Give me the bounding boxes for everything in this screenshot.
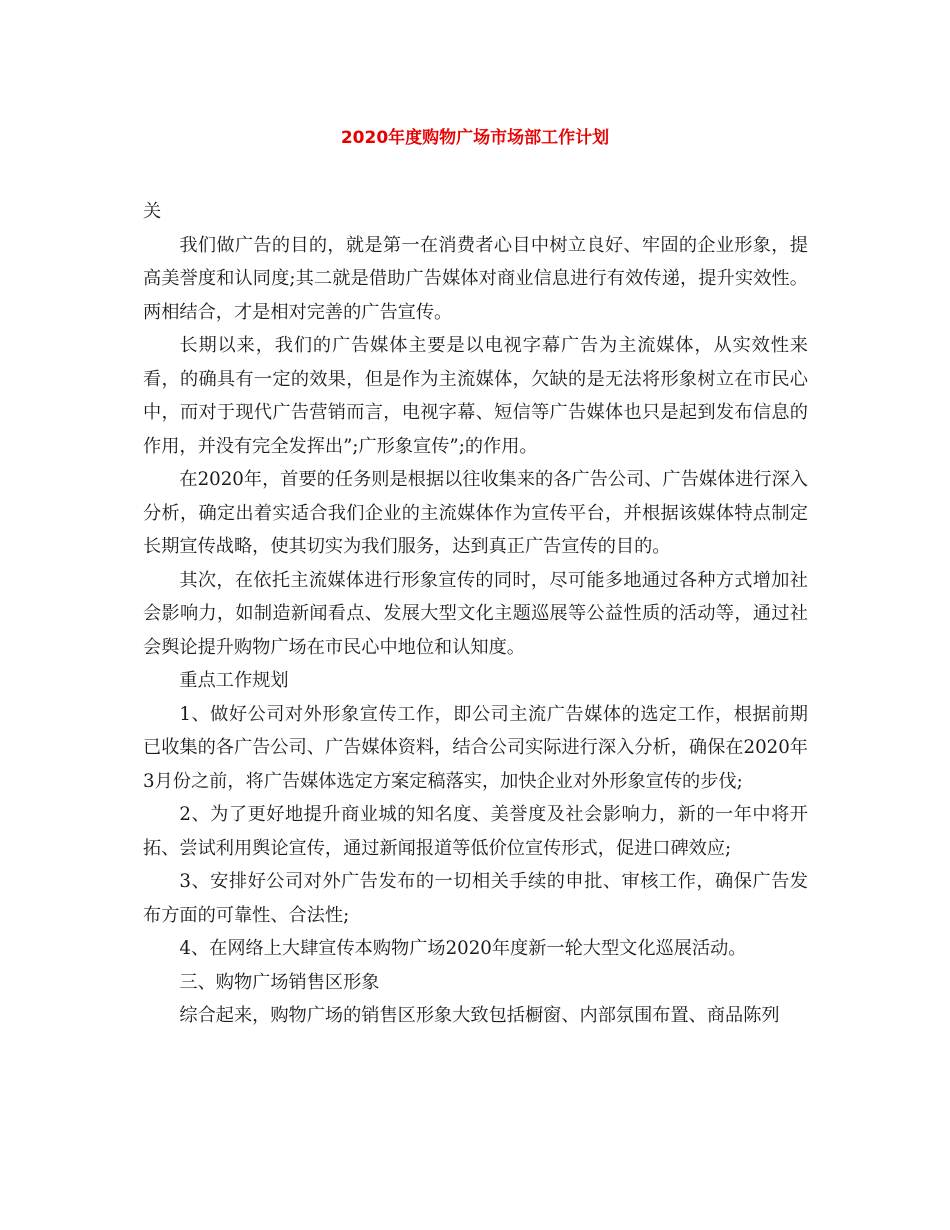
document-title: 2020年度购物广场市场部工作计划	[340, 128, 610, 148]
section-heading-key-work: 重点工作规划	[179, 670, 289, 691]
list-item-3: 3、安排好公司对外广告发布的一切相关手续的申批、审核工作，确保广告发布方面的可靠性、合法性;	[143, 871, 808, 926]
list-item-2: 2、为了更好地提升商业城的知名度、美誉度及社会影响力，新的一年中将开拓、尝试利用舆论宣传，通过新闻报道等低价位宣传形式，促进口碑效应;	[143, 804, 808, 859]
section-heading-sales-area: 三、购物广场销售区形象	[179, 971, 380, 993]
list-item-4: 4、在网络上大肆宣传本购物广场2020年度新一轮大型文化巡展活动。	[179, 938, 747, 959]
paragraph-heading-fragment: 关	[143, 201, 162, 222]
list-item-1: 1、做好公司对外形象宣传工作，即公司主流广告媒体的选定工作，根据前期已收集的各广告公司、广告媒体资料，结合公司实际进行深入分析，确保在2020年3月份之前，将广告媒体选定方案定稿落实，加快企业对外形象宣传的步伐;	[143, 703, 808, 792]
paragraph-media-status: 长期以来，我们的广告媒体主要是以电视字幕广告为主流媒体，从实效性来看，的确具有一定的效果，但是作为主流媒体，欠缺的是无法将形象树立在市民心中，而对于现代广告营销而言，电视字幕、短信等广告媒体也只是起到发布信息的作用，并没有完全发挥出”;广形象宣传”;的作用。	[143, 335, 808, 457]
paragraph-2020-task: 在2020年，首要的任务则是根据以往收集来的各广告公司、广告媒体进行深入分析，确定出着实适合我们企业的主流媒体作为宣传平台，并根据该媒体特点制定长期宣传战略，使其切实为我们服务，达到真正广告宣传的目的。	[143, 469, 808, 557]
document-body	[143, 195, 808, 1033]
paragraph-secondary-task: 其次，在依托主流媒体进行形象宣传的同时，尽可能多地通过各种方式增加社会影响力，如制造新闻看点、发展大型文化主题巡展等公益性质的活动等，通过社会舆论提升购物广场在市民心中地位和认知度。	[143, 569, 808, 658]
paragraph-sales-area-summary: 综合起来，购物广场的销售区形象大致包括橱窗、内部氛围布置、商品陈列	[179, 1005, 780, 1026]
paragraph-advertising-purpose: 我们做广告的目的，就是第一在消费者心目中树立良好、牢固的企业形象，提高美誉度和认同度;其二就是借助广告媒体对商业信息进行有效传递，提升实效性。两相结合，才是相对完善的广告宣传。	[143, 234, 808, 323]
